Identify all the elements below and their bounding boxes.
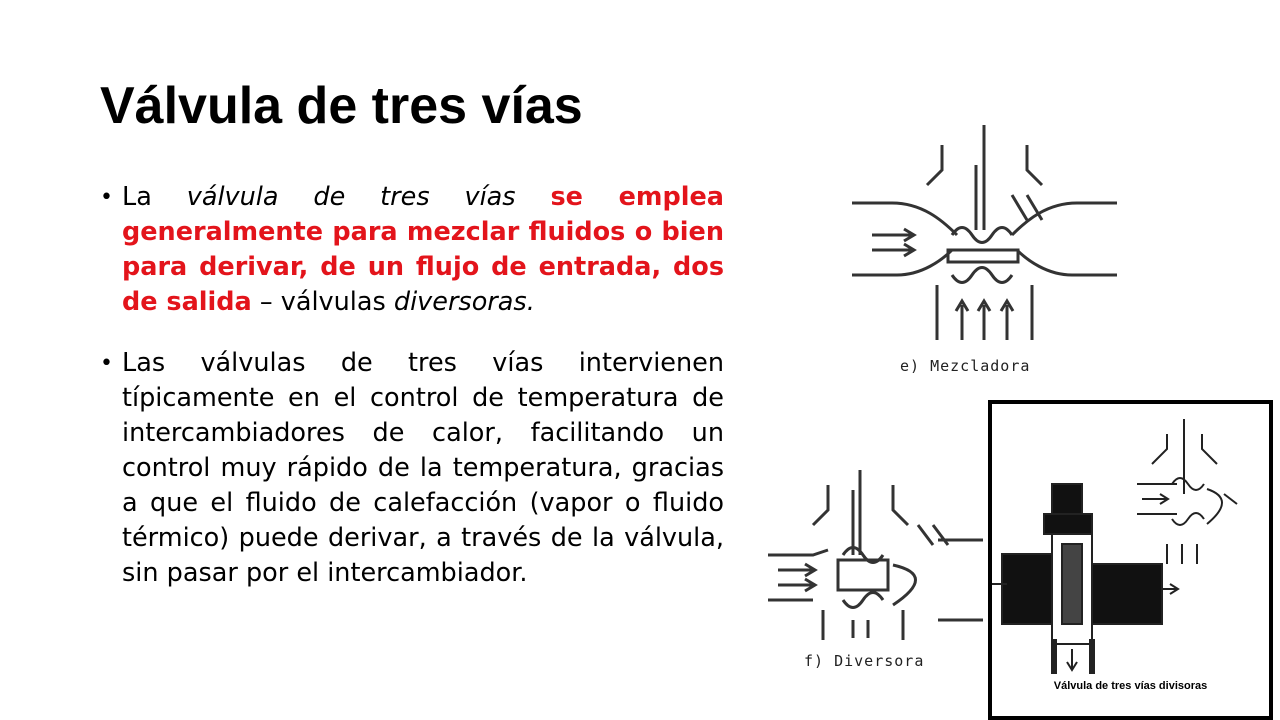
mixing-valve-label: e) Mezcladora xyxy=(900,357,1031,375)
bullet-item-1 xyxy=(100,180,724,320)
diverting-valve-drawing xyxy=(768,470,983,650)
bullet-text-part: válvula de tres vías xyxy=(186,182,516,212)
bullet-dot: • xyxy=(100,185,113,210)
framed-image-caption: Válvula de tres vías divisoras xyxy=(1053,680,1208,692)
bullet-list xyxy=(100,180,724,617)
diverting-valve-label: f) Diversora xyxy=(804,652,925,670)
diverting-valve-diagram xyxy=(768,470,983,670)
mixing-valve-drawing xyxy=(852,125,1117,355)
bullet-item-2 xyxy=(100,346,724,591)
bullet-text-part: diversoras. xyxy=(393,287,535,317)
bullet-text-part xyxy=(516,182,551,212)
bullet-text-part: La xyxy=(122,182,187,212)
bullet-text-part: Las válvulas de tres vías intervienen típicamente en el control de temperatura de intercambiadores de calor, facilitando un control muy rápido de la temperatura, gracias a que el fluido de calefacción (vapor o fluido térmico) puede derivar, a través de la válvula, sin pasar por el intercambiador. xyxy=(122,348,724,588)
slide-title: Válvula de tres vías xyxy=(100,77,583,135)
divider-valve-image xyxy=(988,400,1273,720)
bullet-text-part: – válvulas xyxy=(251,287,394,317)
divider-valve-illustration xyxy=(992,404,1269,684)
bullet-dot: • xyxy=(100,351,113,376)
mixing-valve-diagram xyxy=(852,125,1117,380)
bullet-highlight-text: se emplea generalmente para mezclar fluidos o bien para derivar, de un flujo de entrada, dos de salida xyxy=(122,182,724,317)
